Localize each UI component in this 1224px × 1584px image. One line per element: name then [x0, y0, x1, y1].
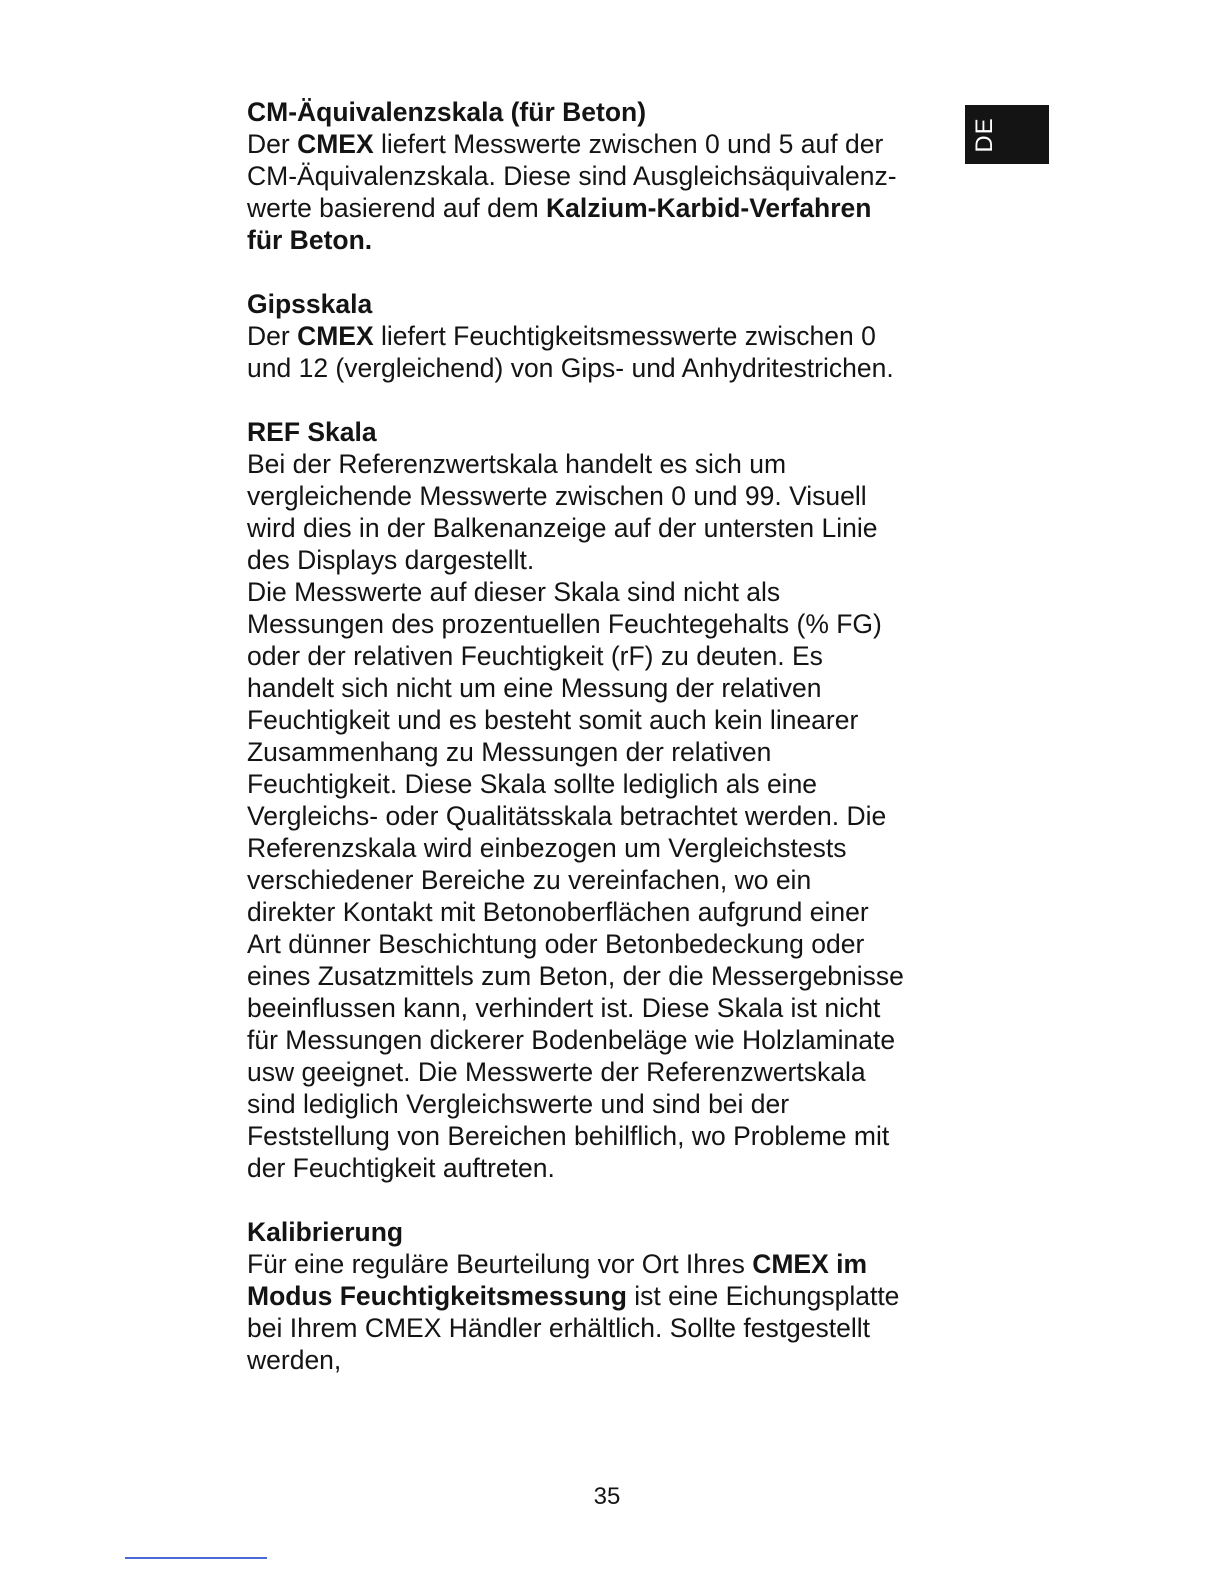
- text-line: usw geeignet. Die Messwerte der Referenzwertskala: [247, 1057, 866, 1087]
- page-content: [247, 96, 967, 1408]
- page-number: 35: [593, 1483, 621, 1510]
- bold-run: Modus Feuchtigkeitsmessung: [247, 1281, 627, 1311]
- text-run: liefert Messwerte zwischen 0 und 5 auf der: [373, 129, 884, 159]
- text-line: sind lediglich Vergleichswerte und sind bei der: [247, 1089, 790, 1119]
- text-line: [247, 1248, 967, 1280]
- text-line: [247, 1280, 967, 1312]
- section-body-ref: [247, 448, 967, 1184]
- text-line: direkter Kontakt mit Betonoberflächen aufgrund einer: [247, 897, 869, 927]
- bold-run: CMEX: [297, 321, 374, 351]
- text-line: [247, 128, 967, 160]
- text-line: Feuchtigkeit. Diese Skala sollte lediglich als eine: [247, 769, 818, 799]
- text-line: [247, 224, 967, 256]
- text-line: wird dies in der Balkenanzeige auf der untersten Linie: [247, 513, 878, 543]
- text-run: ist eine Eichungsplatte: [626, 1281, 900, 1311]
- text-line: Messungen des prozentuellen Feuchtegehalts (% FG): [247, 609, 882, 639]
- text-line: verschiedener Bereiche zu vereinfachen, wo ein: [247, 865, 812, 895]
- text-line: vergleichende Messwerte zwischen 0 und 99. Visuell: [247, 481, 867, 511]
- text-line: der Feuchtigkeit auftreten.: [247, 1153, 555, 1183]
- text-line: Die Messwerte auf dieser Skala sind nicht als: [247, 577, 781, 607]
- text-line: werden,: [247, 1345, 342, 1375]
- section-ref: [247, 416, 967, 1184]
- text-line: Zusammenhang zu Messungen der relativen: [247, 737, 772, 767]
- text-line: eines Zusatzmittels zum Beton, der die Messergebnisse: [247, 961, 904, 991]
- text-line: [247, 192, 967, 224]
- bold-run: für Beton.: [247, 225, 373, 255]
- text-line: oder der relativen Feuchtigkeit (rF) zu deuten. Es: [247, 641, 823, 671]
- footer-rule: [125, 1557, 267, 1559]
- text-line: des Displays dargestellt.: [247, 545, 535, 575]
- section-body-cm: [247, 128, 967, 256]
- text-run: Für eine reguläre Beurteilung vor Ort Ihres: [247, 1249, 753, 1279]
- text-line: Art dünner Beschichtung oder Betonbedeckung oder: [247, 929, 865, 959]
- text-line: Vergleichs- oder Qualitätsskala betrachtet werden. Die: [247, 801, 887, 831]
- text-line: handelt sich nicht um eine Messung der relativen: [247, 673, 822, 703]
- text-line: für Messungen dickerer Bodenbeläge wie Holzlaminate: [247, 1025, 896, 1055]
- text-line: beeinflussen kann, verhindert ist. Diese Skala ist nicht: [247, 993, 881, 1023]
- section-heading-ref: REF Skala: [247, 417, 377, 447]
- section-heading-cm: CM-Äquivalenzskala (für Beton): [247, 97, 647, 127]
- section-gips: [247, 288, 967, 384]
- text-line: Feststellung von Bereichen behilflich, wo Probleme mit: [247, 1121, 890, 1151]
- language-tab-label: DE: [971, 117, 998, 153]
- bold-run: CMEX: [297, 129, 374, 159]
- text-run: Der: [247, 129, 298, 159]
- text-line: bei Ihrem CMEX Händler erhältlich. Sollte festgestellt: [247, 1313, 871, 1343]
- text-run: werte basierend auf dem: [247, 193, 547, 223]
- text-line: und 12 (vergleichend) von Gips- und Anhydritestrichen.: [247, 353, 894, 383]
- text-line: CM-Äquivalenzskala. Diese sind Ausgleichsäquivalenz-: [247, 161, 897, 191]
- section-body-kalibrierung: [247, 1248, 967, 1376]
- text-run: Der: [247, 321, 298, 351]
- text-line: Feuchtigkeit und es besteht somit auch kein linearer: [247, 705, 859, 735]
- text-run: liefert Feuchtigkeitsmesswerte zwischen 0: [373, 321, 876, 351]
- section-body-gips: [247, 320, 967, 384]
- section-cm-equivalence: [247, 96, 967, 256]
- section-heading-gips: Gipsskala: [247, 289, 373, 319]
- text-line: [247, 320, 967, 352]
- text-line: Bei der Referenzwertskala handelt es sich um: [247, 449, 787, 479]
- section-kalibrierung: [247, 1216, 967, 1376]
- bold-run: CMEX im: [752, 1249, 868, 1279]
- section-heading-kalibrierung: Kalibrierung: [247, 1217, 404, 1247]
- bold-run: Kalzium-Karbid-Verfahren: [546, 193, 872, 223]
- text-line: Referenzskala wird einbezogen um Vergleichstests: [247, 833, 847, 863]
